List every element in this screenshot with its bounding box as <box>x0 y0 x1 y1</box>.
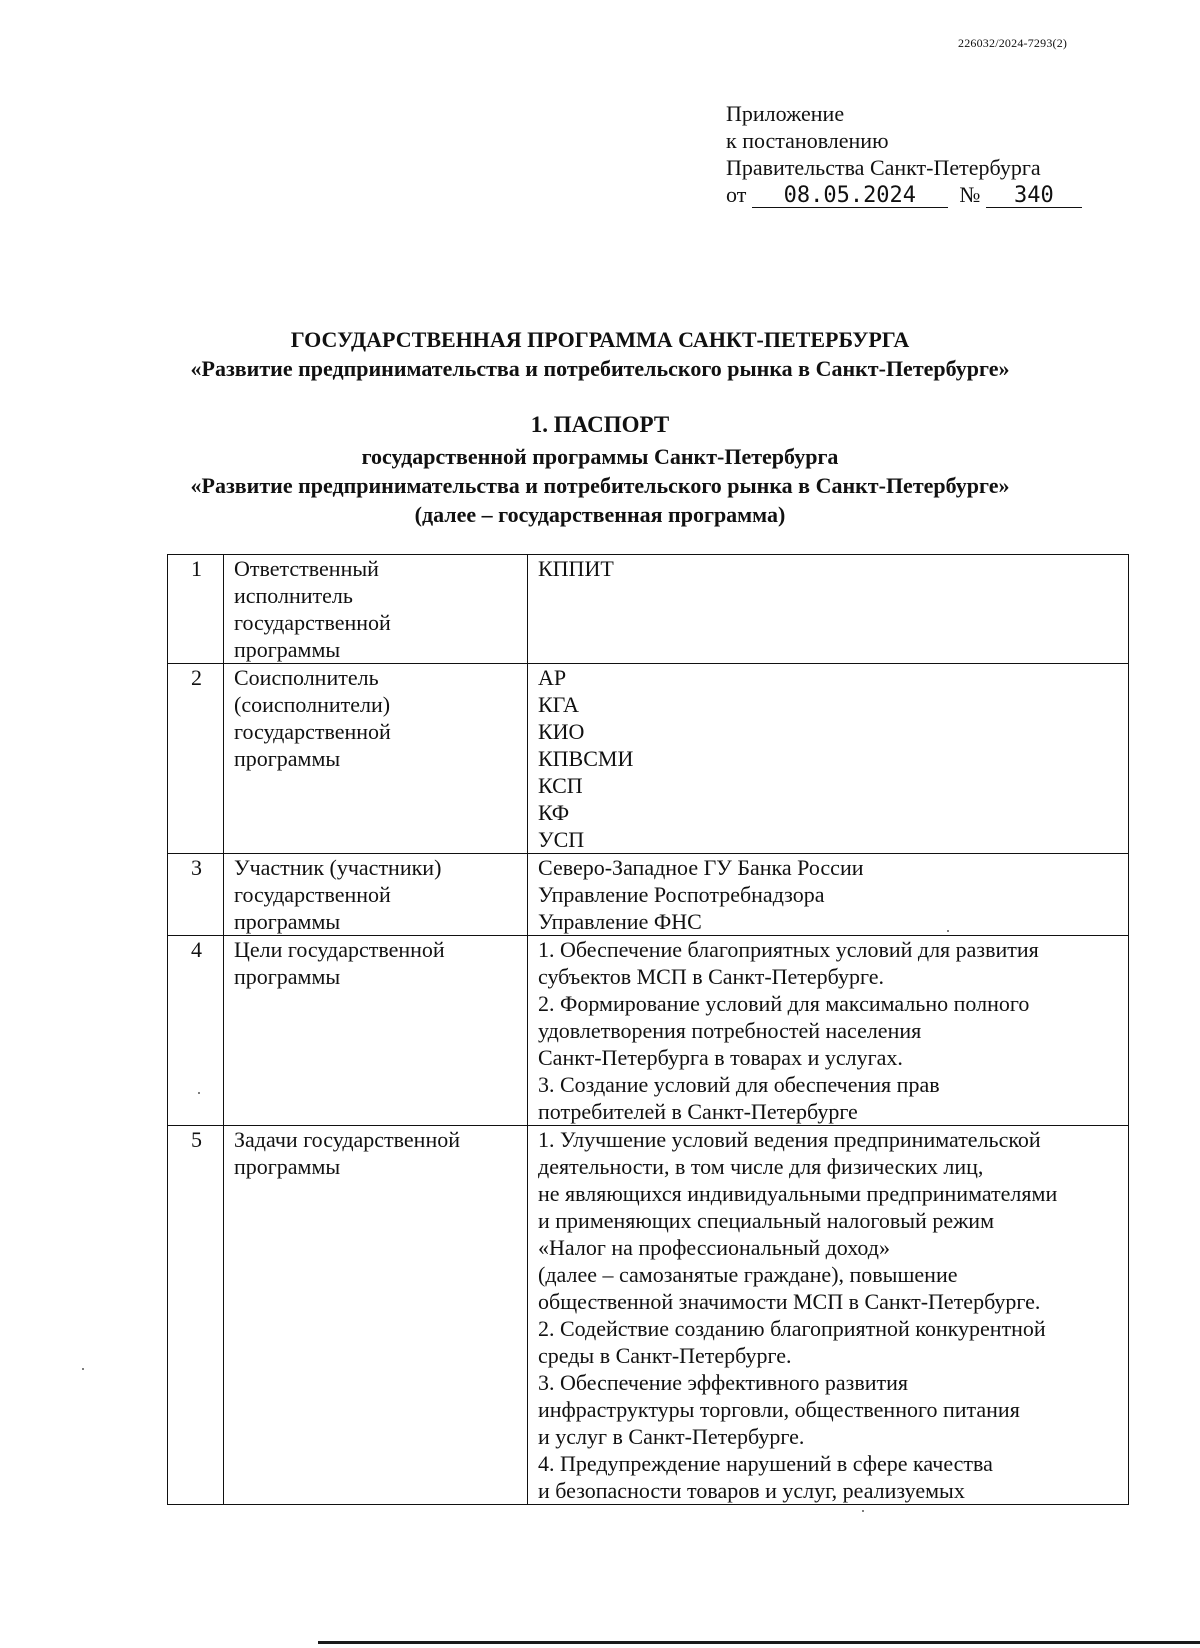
appendix-line: Правительства Санкт-Петербурга <box>726 155 1041 180</box>
scan-edge-line <box>318 1641 1200 1644</box>
document-registration-number: 226032/2024-7293(2) <box>958 36 1068 50</box>
table-row <box>168 555 1129 664</box>
passport-title-line: (далее – государственная программа) <box>414 502 786 527</box>
row-label: Ответственный исполнитель государственной программы <box>224 555 528 664</box>
passport-table <box>167 554 1129 1505</box>
row-value: 1. Улучшение условий ведения предпринимательской деятельности, в том числе для физических лиц, не являющихся индивидуальными предпринимателями и применяющих специальный налоговый режим «Налог на профессиональный доход» (далее – самозанятые граждане), повышение общественной значимости МСП в Санкт-Петербурге. 2. Содействие созданию благоприятной конкурентной среды в Санкт-Петербурге. 3. Обеспечение эффективного развития инфраструктуры торговли, общественного питания и услуг в Санкт-Петербурге. 4. Предупреждение нарушений в сфере качества и безопасности товаров и услуг, реализуемых <box>528 1126 1129 1505</box>
number-sign: № <box>959 182 981 207</box>
appendix-line: Приложение <box>726 101 845 126</box>
program-title <box>0 325 1200 383</box>
scan-speck <box>82 1368 84 1370</box>
row-label: Задачи государственной программы <box>224 1126 528 1505</box>
row-number: 5 <box>168 1126 224 1505</box>
row-label: Цели государственной программы <box>224 936 528 1126</box>
passport-title <box>0 410 1200 529</box>
row-value: КППИТ <box>528 555 1129 664</box>
scan-speck <box>198 1092 200 1094</box>
table-row <box>168 936 1129 1126</box>
scan-speck <box>862 1510 864 1512</box>
appendix-block <box>726 100 1082 208</box>
appendix-line: к постановлению <box>726 128 889 153</box>
decree-date: 08.05.2024 <box>752 185 948 208</box>
program-title-line: ГОСУДАРСТВЕННАЯ ПРОГРАММА САНКТ-ПЕТЕРБУРГА <box>290 327 910 352</box>
row-number: 3 <box>168 854 224 936</box>
row-label: Участник (участники) государственной программы <box>224 854 528 936</box>
scan-speck <box>947 930 949 932</box>
row-number: 4 <box>168 936 224 1126</box>
row-label: Соисполнитель (соисполнители) государственной программы <box>224 664 528 854</box>
appendix-date-line <box>726 181 1082 208</box>
row-number: 1 <box>168 555 224 664</box>
row-number: 2 <box>168 664 224 854</box>
table-row <box>168 1126 1129 1505</box>
row-value: Северо-Западное ГУ Банка России Управление Роспотребнадзора Управление ФНС <box>528 854 1129 936</box>
passport-title-line: «Развитие предпринимательства и потребительского рынка в Санкт-Петербурге» <box>190 473 1010 498</box>
table-row <box>168 854 1129 936</box>
row-value: АР КГА КИО КПВСМИ КСП КФ УСП <box>528 664 1129 854</box>
row-value: 1. Обеспечение благоприятных условий для развития субъектов МСП в Санкт-Петербурге. 2. Формирование условий для максимально полного удовлетворения потребностей населения Санкт-Петербурга в товарах и услугах. 3. Создание условий для обеспечения прав потребителей в Санкт-Петербурге <box>528 936 1129 1126</box>
passport-heading: 1. ПАСПОРТ <box>530 412 670 437</box>
passport-title-line: государственной программы Санкт-Петербурга <box>361 444 839 469</box>
program-title-line: «Развитие предпринимательства и потребительского рынка в Санкт-Петербурге» <box>190 356 1010 381</box>
date-prefix: от <box>726 182 747 207</box>
decree-number: 340 <box>986 185 1082 208</box>
table-row <box>168 664 1129 854</box>
